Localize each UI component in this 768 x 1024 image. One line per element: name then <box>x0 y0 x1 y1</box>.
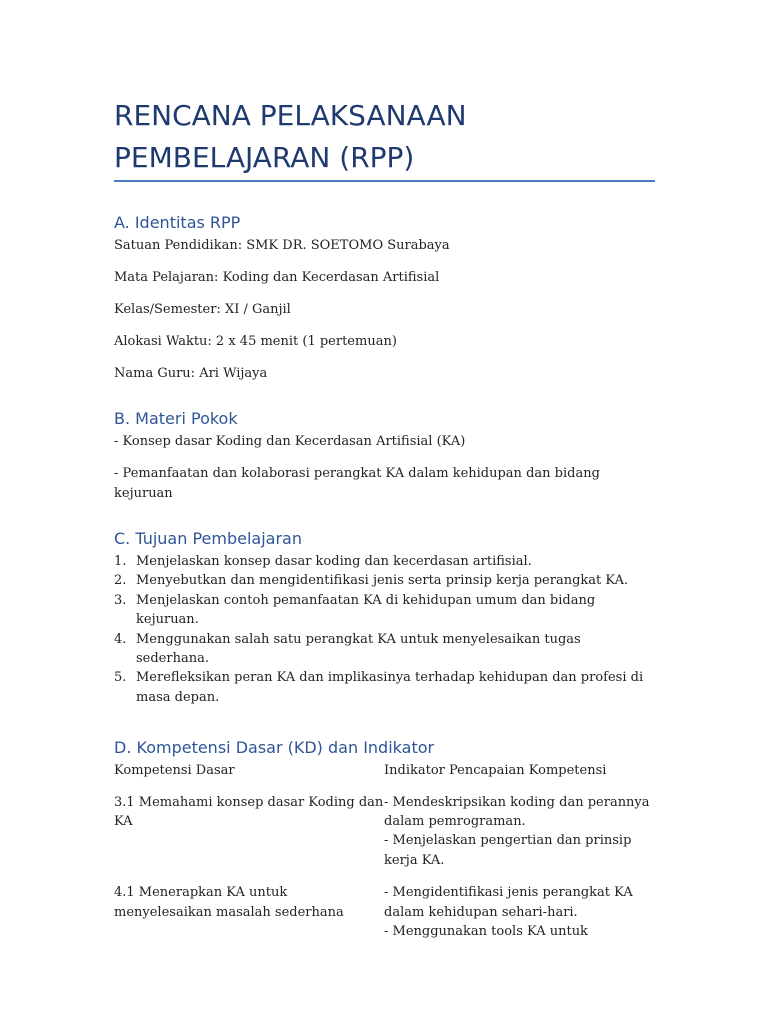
section-materi-pokok <box>114 406 655 504</box>
table-row <box>114 793 655 884</box>
identitas-alokasi-waktu: Alokasi Waktu: 2 x 45 menit (1 pertemuan) <box>114 334 397 349</box>
list-item-number: 2. <box>114 573 127 589</box>
list-item-text: Menggunakan salah satu perangkat KA untuk menyelesaikan tugas sederhana. <box>136 631 581 667</box>
document-title <box>114 95 674 179</box>
document-title-line-1: RENCANA PELAKSANAAN <box>114 99 467 132</box>
indikator-line: - Menjelaskan pengertian dan prinsip kerja KA. <box>384 833 632 868</box>
indikator-line: - Menggunakan tools KA untuk <box>384 924 588 940</box>
list-item <box>114 668 655 707</box>
table-row <box>114 883 655 941</box>
materi-item: - Konsep dasar Koding dan Kecerdasan Artifisial (KA) <box>114 434 466 449</box>
document-body <box>114 210 655 942</box>
kd-cell: 4.1 Menerapkan KA untuk menyelesaikan masalah sederhana <box>114 885 344 920</box>
materi-item: - Pemanfaatan dan kolaborasi perangkat KA dalam kehidupan dan bidang kejuruan <box>114 466 600 501</box>
objectives-list <box>114 552 655 707</box>
list-item <box>114 552 655 571</box>
list-item-number: 3. <box>114 592 127 608</box>
column-header-kompetensi-dasar: Kompetensi Dasar <box>114 763 235 779</box>
title-divider <box>114 180 655 182</box>
list-item-number: 1. <box>114 554 127 569</box>
column-header-indikator: Indikator Pencapaian Kompetensi <box>384 763 607 779</box>
indikator-line: - Mendeskripsikan koding dan perannya dalam pemrograman. <box>384 794 650 830</box>
section-heading-materi-pokok: B. Materi Pokok <box>114 409 238 428</box>
section-tujuan-pembelajaran <box>114 526 655 707</box>
list-item-text: Menjelaskan contoh pemanfaatan KA di kehidupan umum dan bidang kejuruan. <box>136 592 596 628</box>
kd-cell: 3.1 Memahami konsep dasar Koding dan KA <box>114 794 384 830</box>
identitas-satuan-pendidikan: Satuan Pendidikan: SMK DR. SOETOMO Surabaya <box>114 238 450 253</box>
identitas-mata-pelajaran: Mata Pelajaran: Koding dan Kecerdasan Artifisial <box>114 270 440 285</box>
list-item <box>114 571 655 590</box>
section-heading-identitas: A. Identitas RPP <box>114 213 241 232</box>
document-title-line-2: PEMBELAJARAN (RPP) <box>114 141 415 174</box>
identitas-nama-guru: Nama Guru: Ari Wijaya <box>114 366 268 381</box>
list-item-text: Menyebutkan dan mengidentifikasi jenis serta prinsip kerja perangkat KA. <box>136 573 629 589</box>
list-item-text: Merefleksikan peran KA dan implikasinya terhadap kehidupan dan profesi di masa depan. <box>136 670 644 705</box>
kd-indicator-table <box>114 761 655 941</box>
list-item-number: 4. <box>114 631 127 647</box>
indikator-line: - Mengidentifikasi jenis perangkat KA dalam kehidupan sehari-hari. <box>384 885 633 920</box>
section-heading-tujuan: C. Tujuan Pembelajaran <box>114 529 302 548</box>
section-heading-kompetensi: D. Kompetensi Dasar (KD) dan Indikator <box>114 738 435 758</box>
list-item <box>114 591 655 630</box>
section-identitas <box>114 210 655 384</box>
list-item-number: 5. <box>114 670 127 686</box>
table-header-row <box>114 761 655 792</box>
indikator-cell <box>384 883 655 941</box>
indikator-cell <box>384 793 655 884</box>
identitas-kelas-semester: Kelas/Semester: XI / Ganjil <box>114 302 291 317</box>
section-kompetensi-dasar <box>114 735 655 941</box>
list-item-text: Menjelaskan konsep dasar koding dan kecerdasan artifisial. <box>136 554 532 569</box>
list-item <box>114 630 655 669</box>
